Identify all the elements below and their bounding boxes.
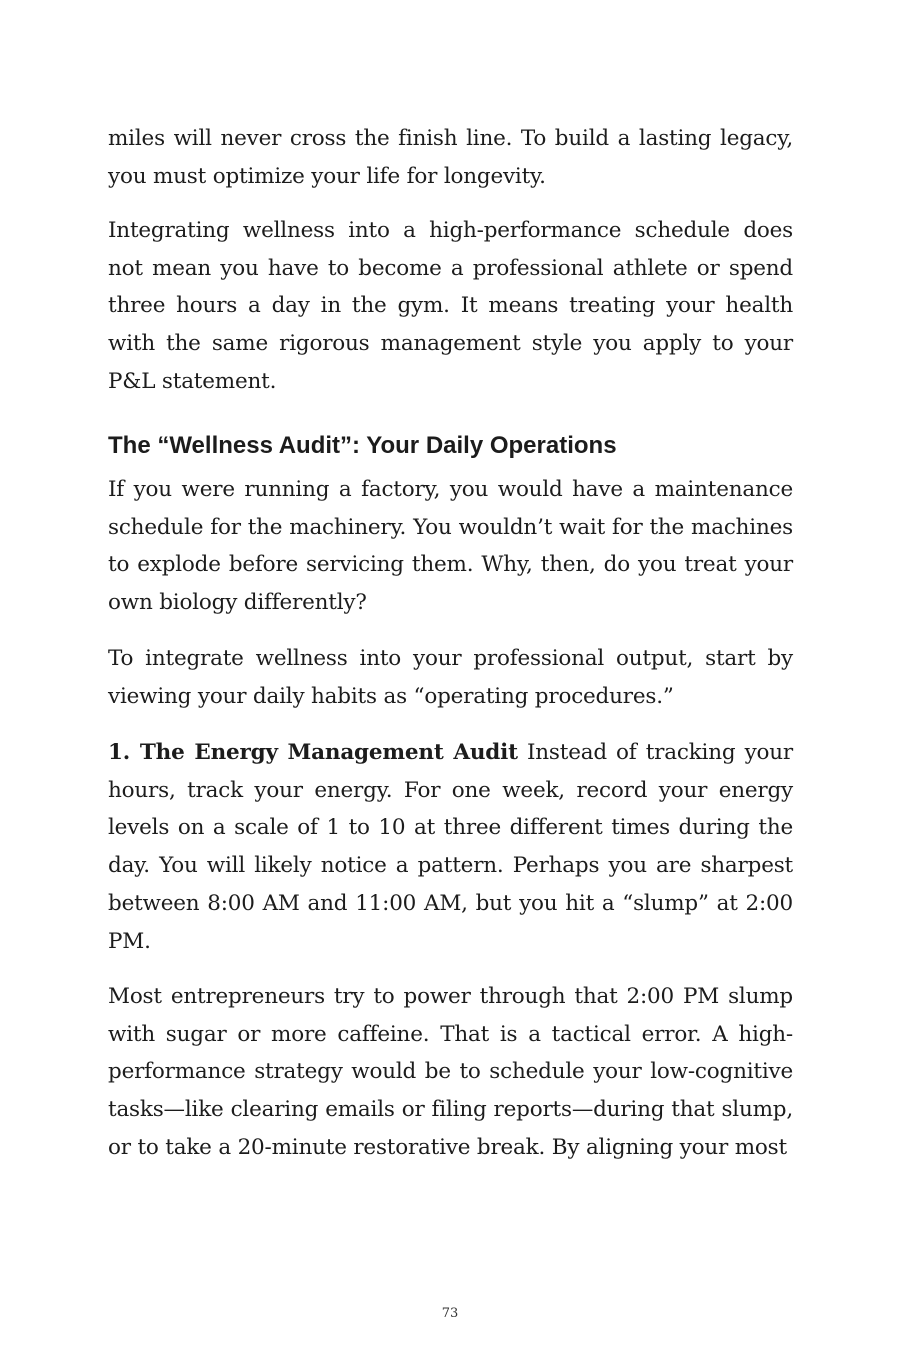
paragraph-longevity [108, 120, 793, 195]
paragraph-integrating-wellness [108, 212, 793, 401]
energy-audit-body: Instead of tracking your hours, track your energy. For one week, record your energy levels on a scale of 1 to 10 at three different times during the day. You will likely notice a pattern. Perhaps you are sharpest between 8:00 AM and 11:00 AM, but you hit a “slump” at 2:00 PM. [108, 740, 793, 954]
paragraph-text [108, 734, 793, 960]
energy-audit-lead: 1. The Energy Management Audit [108, 740, 518, 765]
paragraph-slump-strategy [108, 978, 793, 1167]
section-heading: The “Wellness Audit”: Your Daily Operations [108, 432, 617, 459]
paragraph-energy-audit [108, 734, 793, 960]
paragraph-text: To integrate wellness into your professional output, start by viewing your daily habits as “operating procedures.” [108, 646, 793, 709]
paragraph-text: Most entrepreneurs try to power through that 2:00 PM slump with sugar or more caffeine. That is a tactical error. A high-performance strategy would be to schedule your low-cognitive tasks—like clearing emails or filing reports—during that slump, or to take a 20-minute restorative break. By aligning your most [108, 984, 793, 1160]
page-number: 73 [441, 1306, 459, 1321]
paragraph-text: If you were running a factory, you would have a maintenance schedule for the machinery. You wouldn’t wait for the machines to explode before servicing them. Why, then, do you treat your own biology differently? [108, 477, 793, 616]
paragraph-text: miles will never cross the finish line. To build a lasting legacy, you must optimize your life for longevity. [108, 126, 793, 189]
paragraph-operating-procedures [108, 640, 793, 715]
paragraph-text: Integrating wellness into a high-performance schedule does not mean you have to become a professional athlete or spend three hours a day in the gym. It means treating your health with the same rigorous management style you apply to your P&L statement. [108, 218, 793, 394]
paragraph-factory [108, 471, 793, 622]
